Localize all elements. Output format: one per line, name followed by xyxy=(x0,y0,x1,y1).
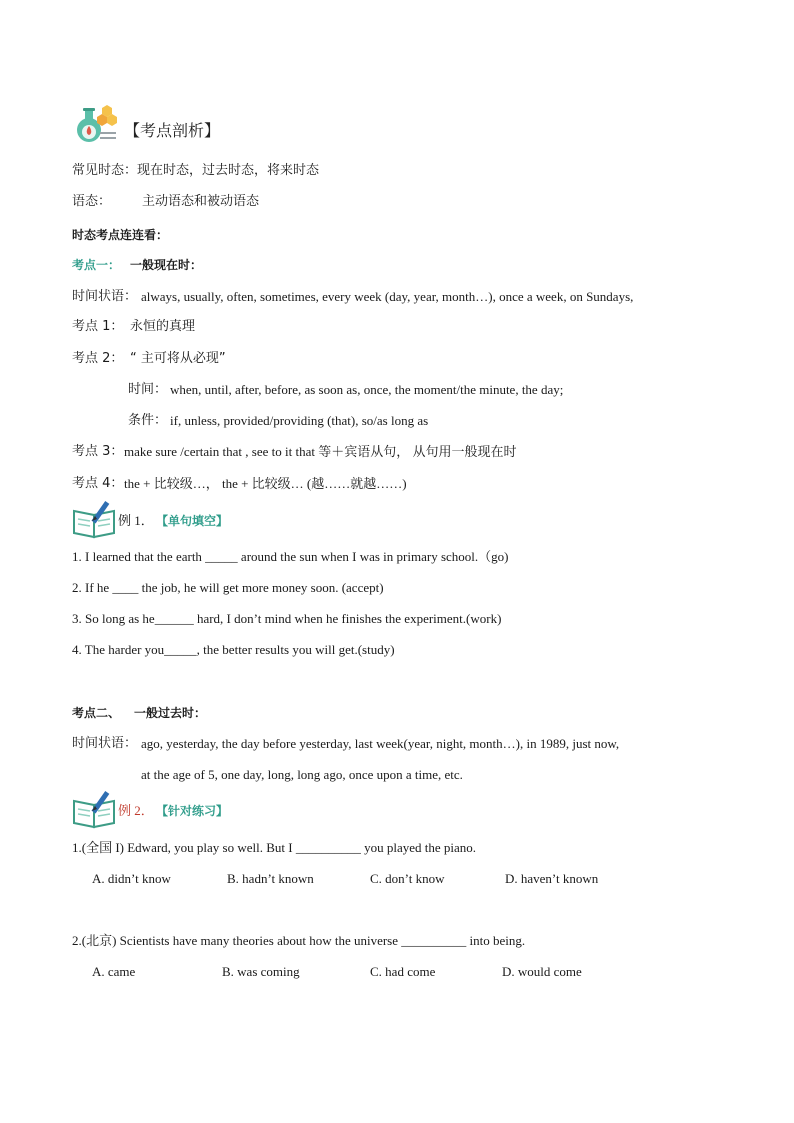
example1-item-2: 2. If he ____ the job, he will get more money soon. (accept) xyxy=(72,580,384,595)
example1-label: 例 1． xyxy=(118,513,154,528)
example1-item-1: 1. I learned that the earth _____ around the sun when I was in primary school.（go) xyxy=(72,549,509,564)
k1-text: 永恒的真理 xyxy=(130,319,196,334)
example2-tag: 【针对练习】 xyxy=(156,804,229,818)
point1-adverbials: always, usually, often, sometimes, every week (day, year, month…), once a week, on Sundays, xyxy=(141,289,634,304)
point2-label: 考点二、 xyxy=(72,706,121,720)
section-title: 【考点剖析】 xyxy=(124,121,221,140)
k2-text: “ 主可将从必现” xyxy=(130,351,226,366)
example1-tag: 【单句填空】 xyxy=(156,514,229,528)
example1-item-3: 3. So long as he______ hard, I don’t mind when he finishes the experiment.(work) xyxy=(72,611,502,626)
voice-label: 语态： xyxy=(72,194,112,209)
example1-item-4: 4. The harder you_____, the better results you will get.(study) xyxy=(72,642,395,657)
tenses-line: 常见时态：现在时态，过去时态，将来时态 xyxy=(72,163,320,178)
time-text: when, until, after, before, as soon as, once, the moment/the minute, the day; xyxy=(170,382,564,397)
q1-option-c: C. don’t know xyxy=(370,871,445,886)
q2-option-c: C. had come xyxy=(370,964,436,979)
point2-adverbials-label: 时间状语： xyxy=(72,736,138,751)
example2-question-2: 2.(北京) Scientists have many theories about how the universe __________ into being. xyxy=(72,933,526,948)
point2-adverbials-2: at the age of 5, one day, long, long ago, once upon a time, etc. xyxy=(141,767,463,782)
q1-option-d: D. haven’t known xyxy=(505,871,599,886)
overview-heading: 时态考点连连看： xyxy=(72,228,169,242)
cond-label: 条件： xyxy=(128,413,168,428)
q1-option-b: B. hadn’t known xyxy=(227,871,314,886)
time-label: 时间： xyxy=(128,382,168,397)
voice-value: 主动语态和被动语态 xyxy=(142,194,260,209)
k1-label: 考点 1： xyxy=(72,319,124,334)
point1-name: 一般现在时： xyxy=(130,258,203,272)
flask-icon xyxy=(74,104,118,144)
k2-label: 考点 2： xyxy=(72,351,124,366)
point2-name: 一般过去时： xyxy=(134,706,207,720)
example2-label: 例 2． xyxy=(118,803,154,818)
example2-question-1: 1.(全国 I) Edward, you play so well. But I __________ you played the piano. xyxy=(72,840,477,855)
q1-option-a: A. didn’t know xyxy=(92,871,171,886)
k4-label: 考点 4： xyxy=(72,476,124,491)
q2-option-b: B. was coming xyxy=(222,964,300,979)
k3-text: make sure /certain that , see to it that 等＋宾语从句， 从句用一般现在时 xyxy=(124,444,517,459)
book-pencil-icon xyxy=(72,789,118,829)
point1-adverbials-label: 时间状语： xyxy=(72,289,138,304)
point2-adverbials-1: ago, yesterday, the day before yesterday, last week(year, night, month…), in 1989, just now, xyxy=(141,736,620,751)
cond-text: if, unless, provided/providing (that), so/as long as xyxy=(170,413,429,428)
k4-text: the + 比较级…， the + 比较级… (越……就越……) xyxy=(124,476,407,491)
q2-option-a: A. came xyxy=(92,964,136,979)
q2-option-d: D. would come xyxy=(502,964,582,979)
point1-label: 考点一： xyxy=(72,258,121,272)
book-pencil-icon xyxy=(72,499,118,539)
k3-label: 考点 3： xyxy=(72,444,124,459)
